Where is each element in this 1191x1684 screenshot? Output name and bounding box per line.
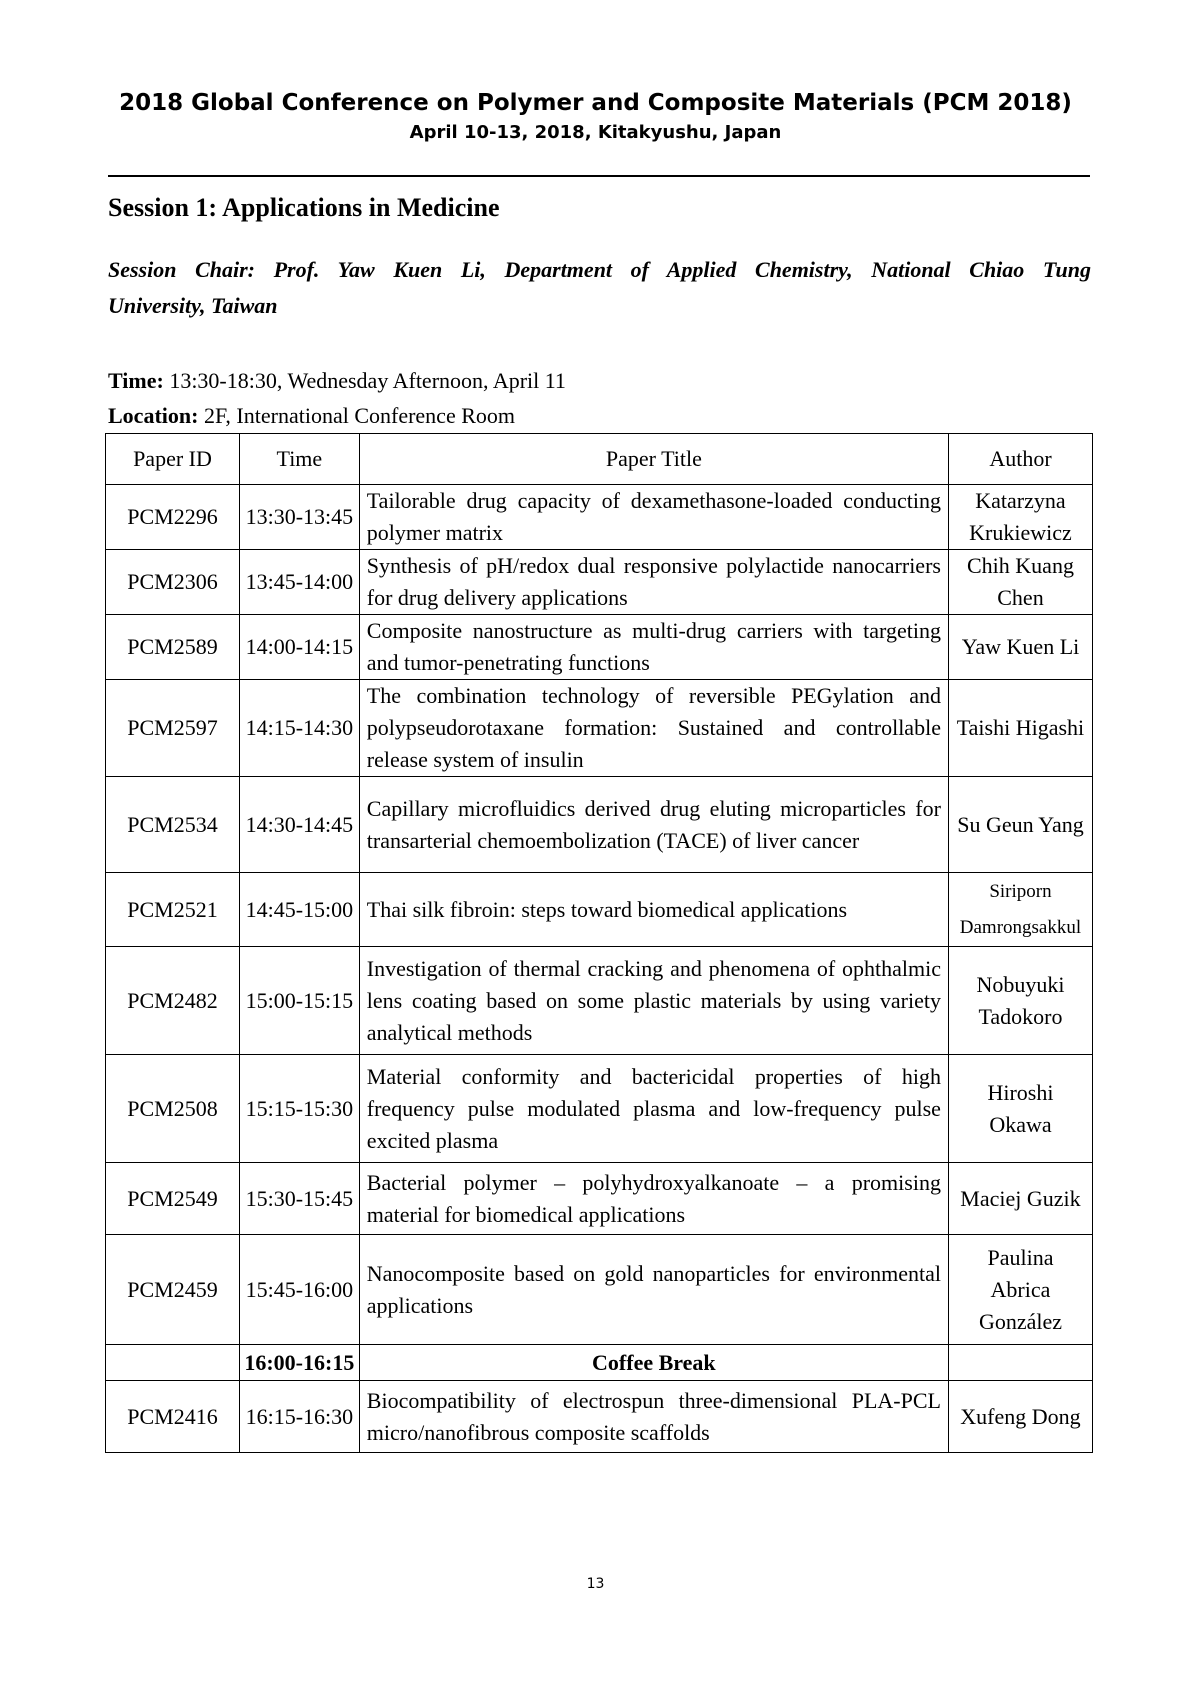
paper-time: 14:30-14:45: [239, 777, 359, 873]
session-chair: [108, 252, 1091, 324]
paper-time: 13:30-13:45: [239, 485, 359, 550]
header-author: Author: [948, 434, 1092, 485]
paper-id: PCM2306: [106, 550, 240, 615]
paper-title: The combination technology of reversible PEGylation and polypseudorotaxane formation: Sustained and controllable release system of insulin: [359, 680, 948, 777]
table-row: [106, 680, 1093, 777]
session-title: Session 1: Applications in Medicine: [108, 193, 500, 222]
paper-id: PCM2296: [106, 485, 240, 550]
paper-author: Su Geun Yang: [948, 777, 1092, 873]
paper-id: PCM2589: [106, 615, 240, 680]
paper-id: PCM2549: [106, 1163, 240, 1235]
paper-id: PCM2459: [106, 1235, 240, 1345]
session-time-label: Time:: [108, 368, 164, 393]
paper-author: Maciej Guzik: [948, 1163, 1092, 1235]
paper-time: 15:15-15:30: [239, 1055, 359, 1163]
paper-author: Nobuyuki Tadokoro: [948, 947, 1092, 1055]
paper-time: 14:15-14:30: [239, 680, 359, 777]
paper-time: 15:45-16:00: [239, 1235, 359, 1345]
table-row: [106, 485, 1093, 550]
session-location-label: Location:: [108, 403, 199, 428]
table-header-row: [106, 434, 1093, 485]
paper-author: Yaw Kuen Li: [948, 615, 1092, 680]
table-row: [106, 947, 1093, 1055]
header-time: Time: [239, 434, 359, 485]
table-row: [106, 777, 1093, 873]
table-row: [106, 550, 1093, 615]
header-paper-id: Paper ID: [106, 434, 240, 485]
coffee-break-row: [106, 1345, 1093, 1381]
header-paper-title: Paper Title: [359, 434, 948, 485]
session-chair-line2: University, Taiwan: [108, 293, 278, 318]
session-time: [108, 366, 566, 396]
paper-title: Material conformity and bactericidal properties of high frequency pulse modulated plasma and low-frequency pulse excited plasma: [359, 1055, 948, 1163]
paper-time: 15:30-15:45: [239, 1163, 359, 1235]
schedule-table: [105, 433, 1093, 1453]
table-row: [106, 1163, 1093, 1235]
break-time: 16:00-16:15: [239, 1345, 359, 1381]
table-row: [106, 1235, 1093, 1345]
paper-author: Paulina Abrica González: [948, 1235, 1092, 1345]
paper-time: 15:00-15:15: [239, 947, 359, 1055]
paper-id: PCM2521: [106, 873, 240, 947]
session-time-value: 13:30-18:30, Wednesday Afternoon, April 11: [163, 368, 566, 393]
paper-title: Composite nanostructure as multi-drug carriers with targeting and tumor-penetrating functions: [359, 615, 948, 680]
table-row: [106, 615, 1093, 680]
paper-id: PCM2482: [106, 947, 240, 1055]
paper-time: 13:45-14:00: [239, 550, 359, 615]
break-empty-author: [948, 1345, 1092, 1381]
paper-title: Synthesis of pH/redox dual responsive polylactide nanocarriers for drug delivery applications: [359, 550, 948, 615]
paper-id: PCM2416: [106, 1381, 240, 1453]
break-label: Coffee Break: [359, 1345, 948, 1381]
break-empty-id: [106, 1345, 240, 1381]
paper-author: Taishi Higashi: [948, 680, 1092, 777]
paper-time: 14:45-15:00: [239, 873, 359, 947]
paper-id: PCM2534: [106, 777, 240, 873]
session-location: [108, 401, 515, 431]
paper-time: 14:00-14:15: [239, 615, 359, 680]
table-row: [106, 1055, 1093, 1163]
table-row: [106, 1381, 1093, 1453]
session-chair-line1: Session Chair: Prof. Yaw Kuen Li, Department of Applied Chemistry, National Chiao Tung: [108, 257, 1091, 282]
paper-author: Katarzyna Krukiewicz: [948, 485, 1092, 550]
paper-title: Capillary microfluidics derived drug eluting microparticles for transarterial chemoembolization (TACE) of liver cancer: [359, 777, 948, 873]
paper-title: Biocompatibility of electrospun three-dimensional PLA-PCL micro/nanofibrous composite scaffolds: [359, 1381, 948, 1453]
session-location-value: 2F, International Conference Room: [198, 403, 515, 428]
header-divider: [108, 175, 1090, 177]
paper-author: Xufeng Dong: [948, 1381, 1092, 1453]
paper-author: Hiroshi Okawa: [948, 1055, 1092, 1163]
conference-title: 2018 Global Conference on Polymer and Composite Materials (PCM 2018): [119, 90, 1072, 116]
paper-title: Nanocomposite based on gold nanoparticles for environmental applications: [359, 1235, 948, 1345]
table-row: [106, 873, 1093, 947]
paper-time: 16:15-16:30: [239, 1381, 359, 1453]
paper-title: Investigation of thermal cracking and phenomena of ophthalmic lens coating based on some plastic materials by using variety analytical methods: [359, 947, 948, 1055]
paper-title: Thai silk fibroin: steps toward biomedical applications: [359, 873, 948, 947]
paper-author: Chih Kuang Chen: [948, 550, 1092, 615]
page-number: 13: [586, 1576, 605, 1592]
paper-author: Siriporn Damrongsakkul: [948, 873, 1092, 947]
paper-title: Bacterial polymer – polyhydroxyalkanoate – a promising material for biomedical applications: [359, 1163, 948, 1235]
conference-subtitle: April 10-13, 2018, Kitakyushu, Japan: [409, 122, 782, 143]
page-header: [0, 88, 1191, 146]
paper-title: Tailorable drug capacity of dexamethasone-loaded conducting polymer matrix: [359, 485, 948, 550]
paper-id: PCM2597: [106, 680, 240, 777]
paper-id: PCM2508: [106, 1055, 240, 1163]
